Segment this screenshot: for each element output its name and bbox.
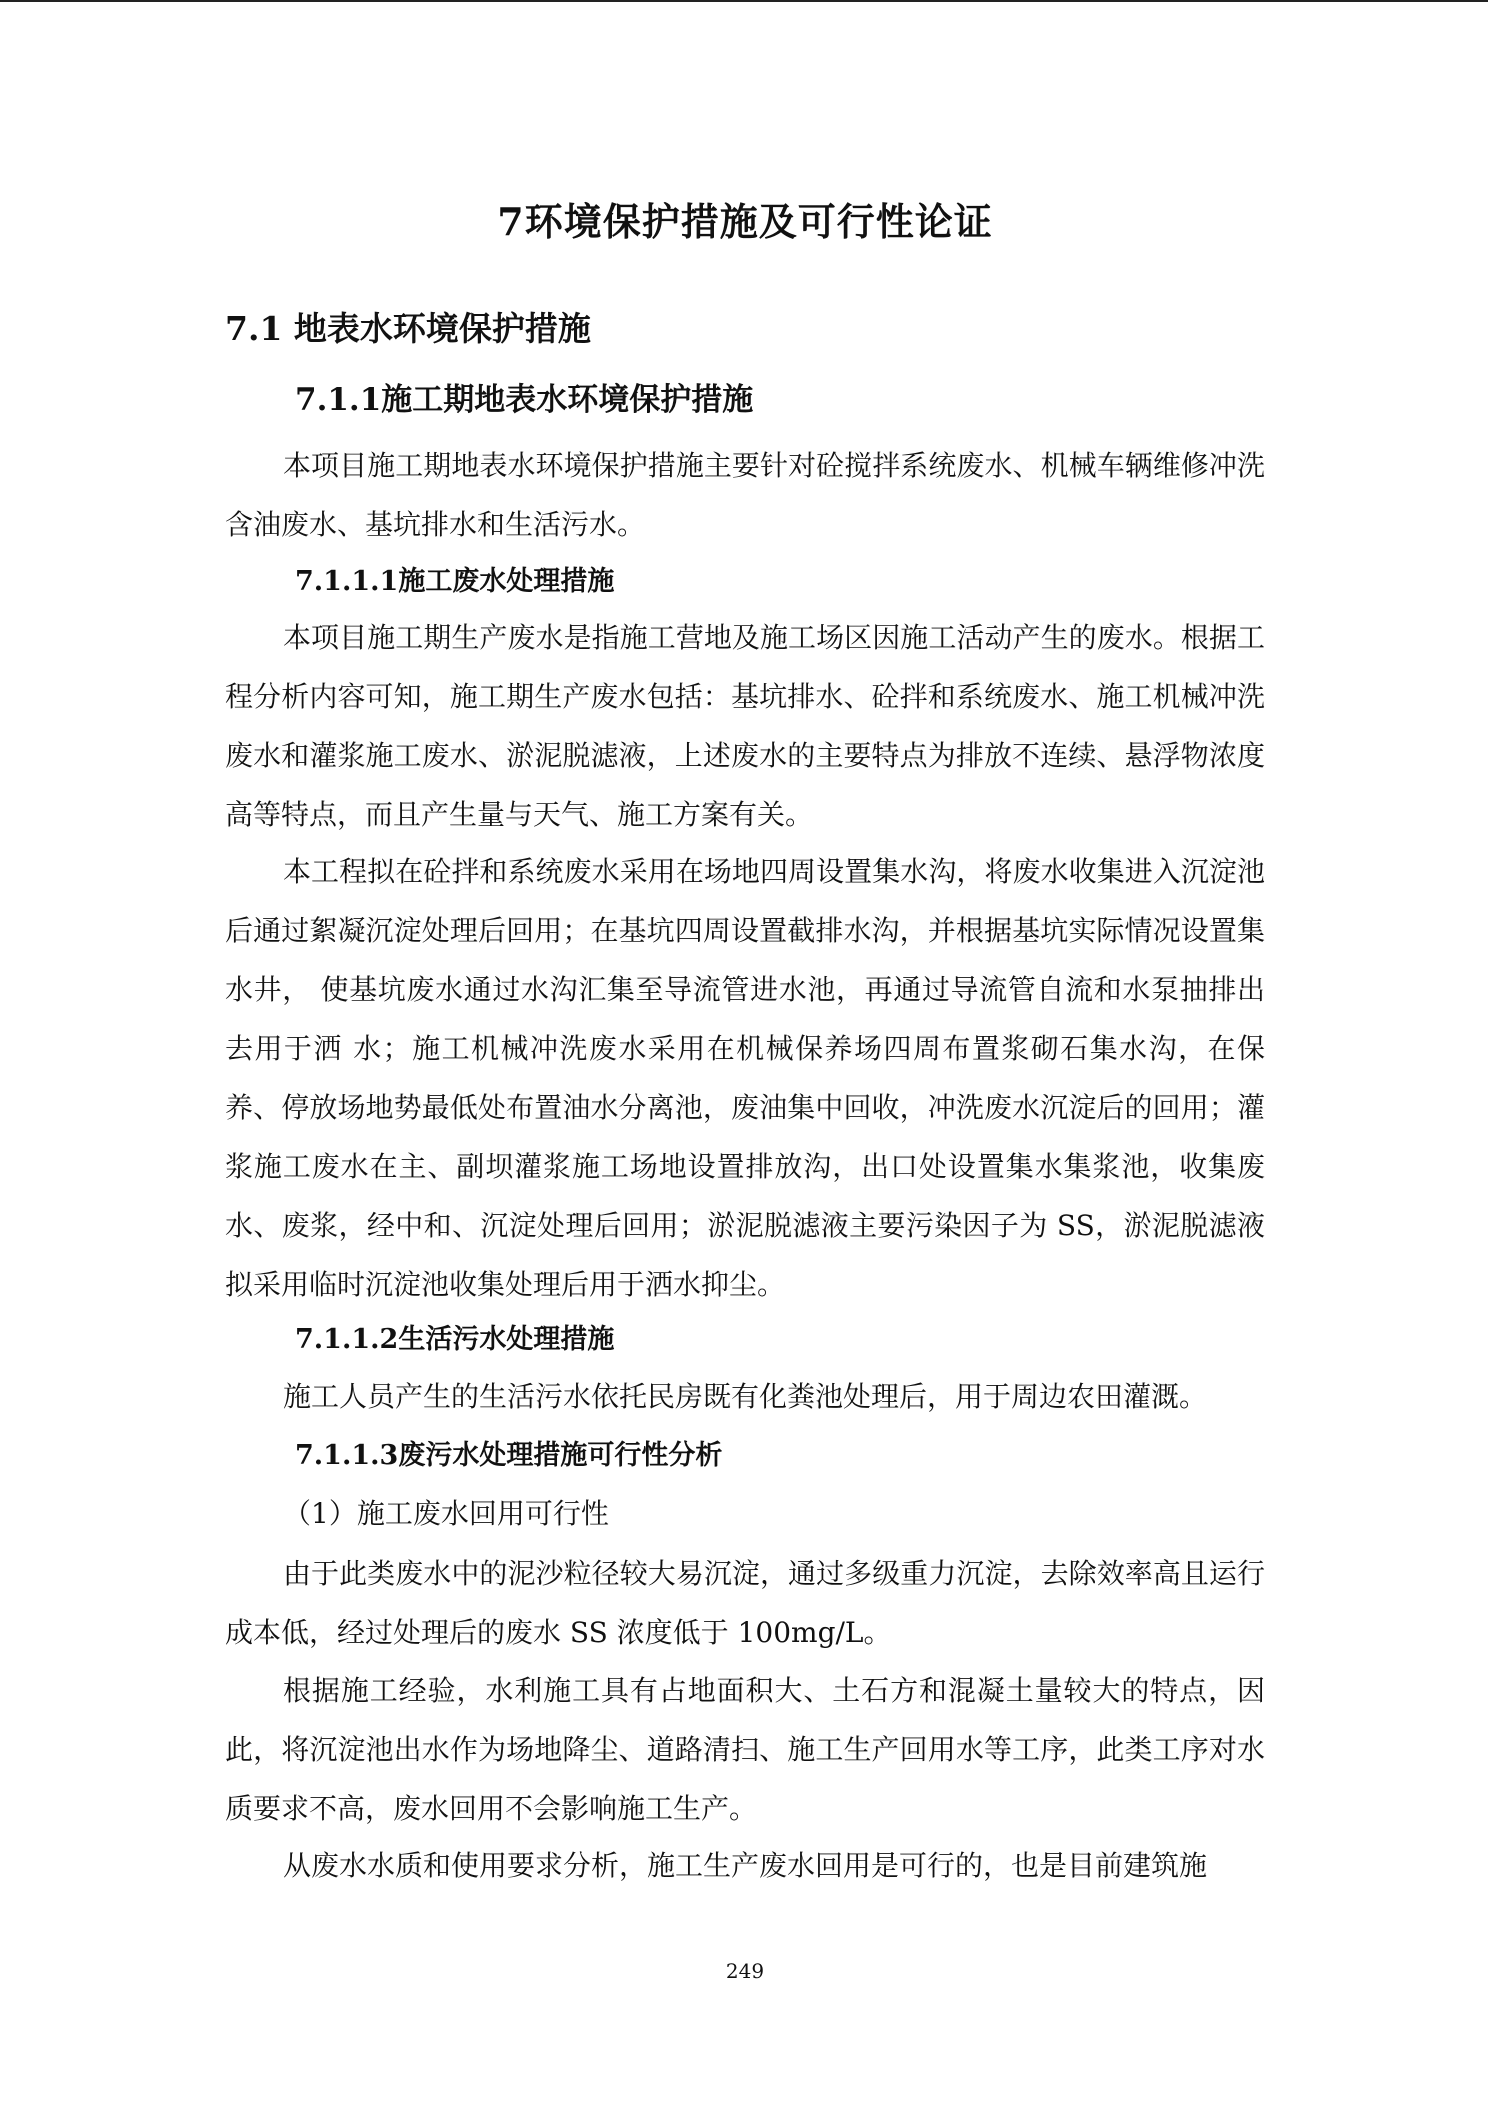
paragraph-construction-experience: 根据施工经验，水利施工具有占地面积大、土石方和混凝土量较大的特点，因此，将沉淀池出水作为场地降尘、道路清扫、施工生产回用水等工序，此类工序对水质要求不高，废水回用不会影响施工生产。 bbox=[225, 1674, 1265, 1825]
paragraph-construction-wastewater-measures: 本工程拟在砼拌和系统废水采用在场地四周设置集水沟，将废水收集进入沉淀池后通过絮凝沉淀处理后回用；在基坑四周设置截排水沟，并根据基坑实际情况设置集水井， 使基坑废水通过水沟汇集至导流管进水池，再通过导流管自流和水泵抽排出去用于洒 水；施工机械冲洗废水采用在机械保养场四周布置浆砌石集水沟，在保养、停放场地势最低处布置油水分离池，废油集中回收，冲洗废水沉淀后的回用；灌浆施工废水在主、副坝灌浆施工场地设置排放沟，出口处设置集水集浆池，收集废水、废浆，经中和、沉淀处理后回用；淤泥脱滤液主要污染因子为 SS，淤泥脱滤液拟采用临时沉淀池收集处理后用于洒水抑尘。 bbox=[225, 855, 1265, 1301]
paragraph-construction-wastewater-sources: 本项目施工期生产废水是指施工营地及施工场区因施工活动产生的废水。根据工程分析内容可知，施工期生产废水包括：基坑排水、砼拌和系统废水、施工机械冲洗废水和灌浆施工废水、淤泥脱滤液，上述废水的主要特点为排放不连续、悬浮物浓度高等特点，而且产生量与天气、施工方案有关。 bbox=[225, 621, 1265, 831]
page-number: 249 bbox=[725, 1959, 765, 1983]
paragraph-feasibility-conclusion: 从废水水质和使用要求分析，施工生产废水回用是可行的，也是目前建筑施 bbox=[283, 1849, 1208, 1882]
section-heading-7-1: 7.1 地表水环境保护措施 bbox=[225, 309, 591, 348]
paragraph-domestic-sewage: 施工人员产生的生活污水依托民房既有化粪池处理后，用于周边农田灌溉。 bbox=[283, 1380, 1208, 1413]
subsection-heading-7-1-1: 7.1.1施工期地表水环境保护措施 bbox=[295, 382, 754, 418]
intro-paragraph: 本项目施工期地表水环境保护措施主要针对砼搅拌系统废水、机械车辆维修冲洗含油废水、基坑排水和生活污水。 bbox=[225, 449, 1265, 541]
heading-7-1-1-1: 7.1.1.1施工废水处理措施 bbox=[295, 566, 615, 597]
paragraph-sedimentation-efficiency: 由于此类废水中的泥沙粒径较大易沉淀，通过多级重力沉淀，去除效率高且运行成本低，经过处理后的废水 SS 浓度低于 100mg/L。 bbox=[225, 1557, 1265, 1649]
top-border-rule bbox=[0, 0, 1488, 2]
list-item-1: （1）施工废水回用可行性 bbox=[283, 1497, 609, 1530]
heading-7-1-1-3: 7.1.1.3废污水处理措施可行性分析 bbox=[295, 1440, 723, 1471]
chapter-title: 7环境保护措施及可行性论证 bbox=[497, 199, 993, 244]
heading-7-1-1-2: 7.1.1.2生活污水处理措施 bbox=[295, 1324, 615, 1355]
